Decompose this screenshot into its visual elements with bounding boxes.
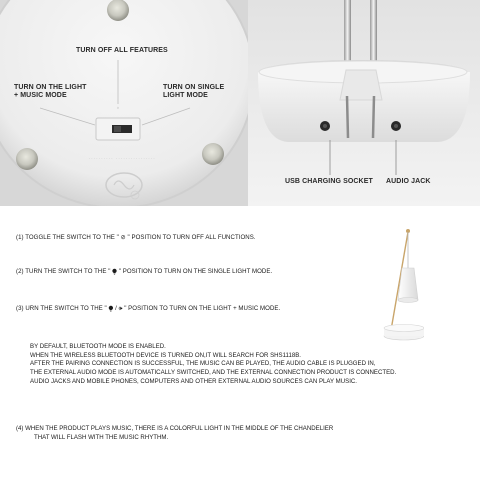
- bluetooth-line: AFTER THE PAIRING CONNECTION IS SUCCESSFUL, THE MUSIC CAN BE PLAYED, THE AUDIO CABLE IS PLUGGED IN,: [30, 360, 376, 368]
- instruction-step-1: (1) TOGGLE THE SWITCH TO THE " ⊘ " POSITION TO TURN OFF ALL FUNCTIONS.: [16, 234, 256, 241]
- rubber-foot: [16, 148, 38, 170]
- bluetooth-paragraph: [30, 343, 396, 387]
- bluetooth-line: BY DEFAULT, BLUETOOTH MODE IS ENABLED.: [30, 343, 166, 350]
- base-bottom-photo: [0, 0, 248, 206]
- bluetooth-line: THE EXTERNAL AUDIO MODE IS AUTOMATICALLY SWITCHED, AND THE EXTERNAL CONNECTION PRODUCT IS CONNECTED.: [30, 369, 397, 377]
- instruction-step-2: (2) TURN THE SWITCH TO THE " ⧭ " POSITION TO TURN ON THE SINGLE LIGHT MODE.: [16, 268, 273, 275]
- rubber-foot: [107, 0, 129, 21]
- instruction-step-4: (4) WHEN THE PRODUCT PLAYS MUSIC, THERE IS A COLORFUL LIGHT IN THE MIDDLE OF THE CHANDELIER THAT WILL FLASH WITH THE MUSIC RHYTHM.: [16, 425, 334, 441]
- label-light-music-mode: TURN ON THE LIGHT + MUSIC MODE: [14, 84, 87, 99]
- label-single-light-mode: TURN ON SINGLE LIGHT MODE: [163, 84, 225, 99]
- base-back-drawing: [248, 0, 480, 206]
- rubber-foot: [202, 143, 224, 165]
- label-usb-charging-socket: USB CHARGING SOCKET: [285, 178, 373, 185]
- bluetooth-line: WHEN THE WIRELESS BLUETOOTH DEVICE IS TURNED ON,IT WILL SEARCH FOR SHS1118B.: [30, 351, 302, 359]
- svg-text:·········· ················: ·········· ················: [88, 156, 156, 162]
- base-bottom-drawing: [0, 0, 248, 206]
- label-audio-jack: AUDIO JACK: [386, 178, 431, 185]
- instruction-step-3: (3) URN THE SWITCH TO THE " ⧭ / 🕪 " POSITION TO TURN ON THE LIGHT + MUSIC MODE.: [16, 305, 281, 312]
- base-back-photo: [248, 0, 480, 206]
- lamp-illustration: [364, 228, 424, 343]
- svg-text:◦: ◦: [116, 105, 120, 112]
- label-turn-off-all: TURN OFF ALL FEATURES: [76, 47, 168, 54]
- bluetooth-line: AUDIO JACKS AND MOBILE PHONES, COMPUTERS AND OTHER EXTERNAL AUDIO SOURCES CAN PLAY MUSIC.: [30, 377, 357, 385]
